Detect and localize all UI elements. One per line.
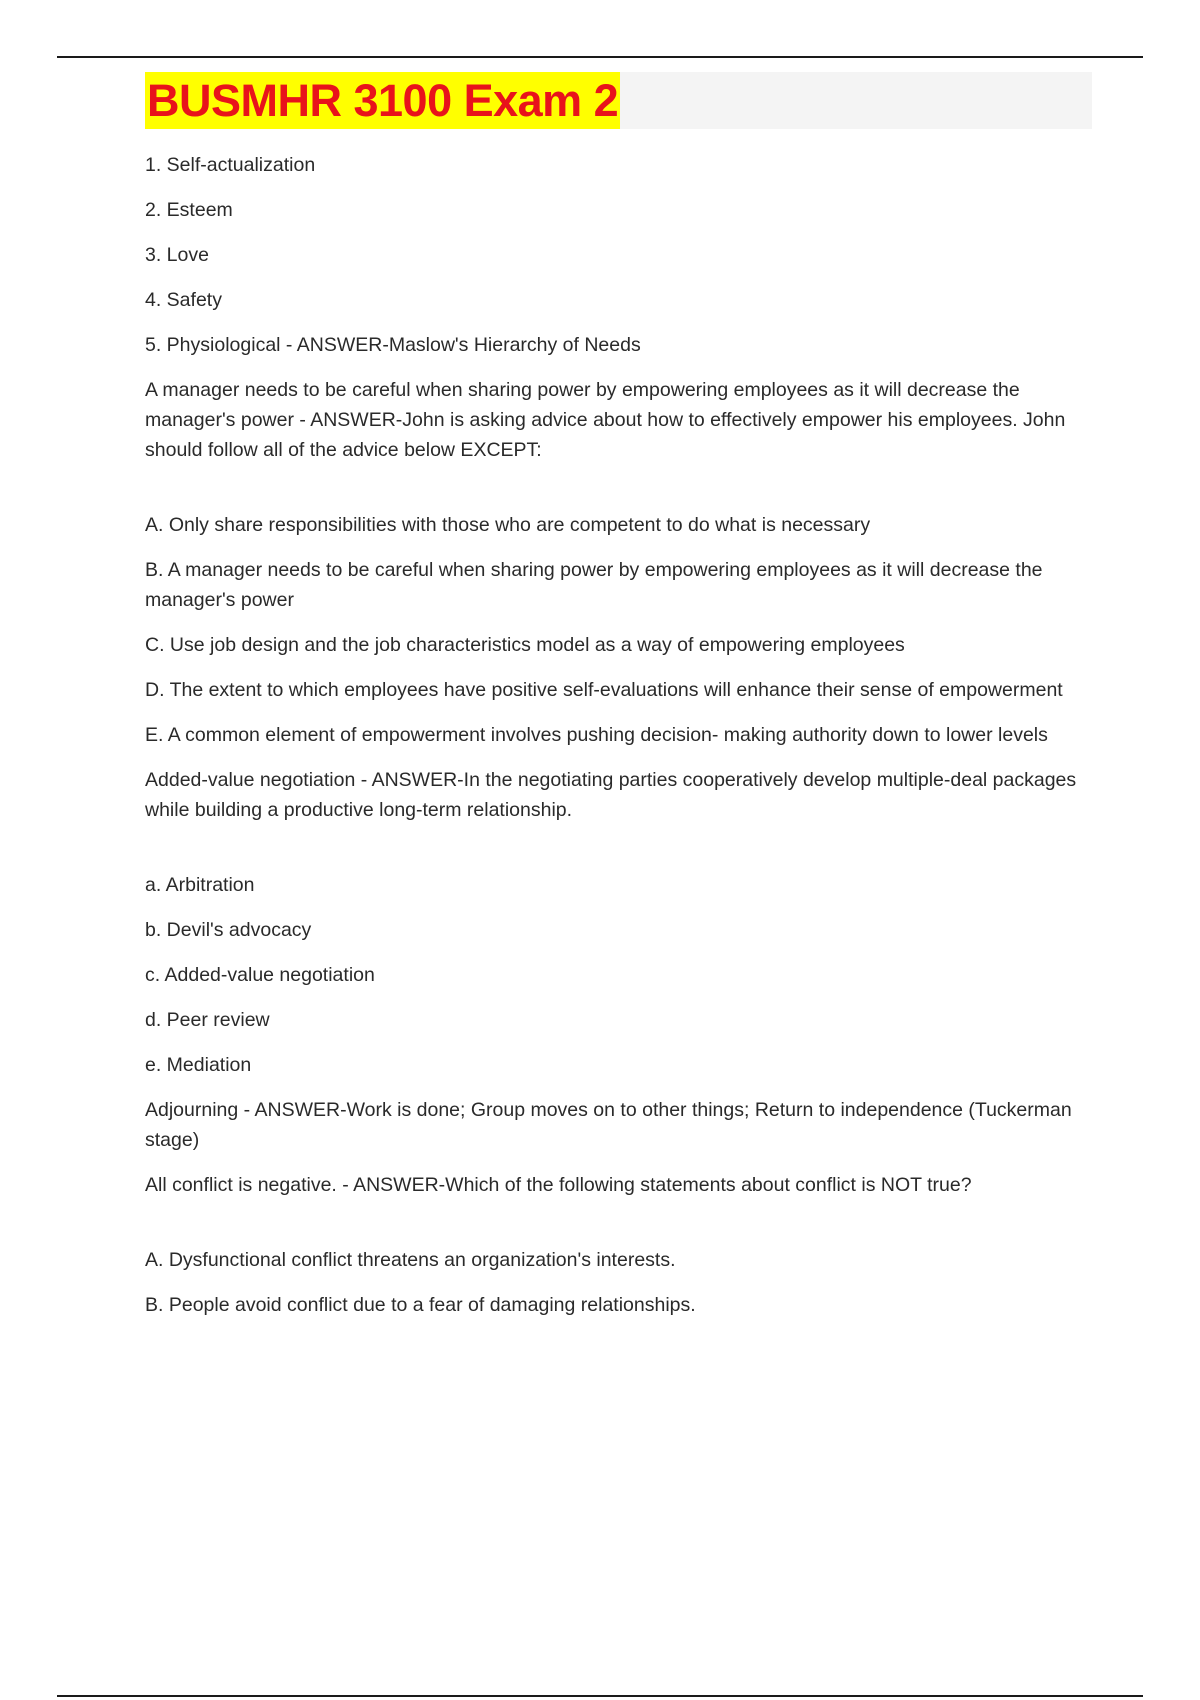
paragraph: 1. Self-actualization: [145, 154, 316, 176]
paragraph: 3. Love: [145, 244, 209, 266]
question-paragraph: Added-value negotiation - ANSWER-In the negotiating parties cooperatively develop multiple-deal packages while building a productive long-term relationship.: [145, 769, 1077, 821]
question-paragraph: All conflict is negative. - ANSWER-Which of the following statements about conflict is NOT true?: [145, 1174, 972, 1196]
paragraph: 5. Physiological - ANSWER-Maslow's Hierarchy of Needs: [145, 334, 641, 356]
bottom-rule: [57, 1695, 1143, 1697]
option-paragraph: D. The extent to which employees have positive self-evaluations will enhance their sense of empowerment: [145, 679, 1063, 701]
paragraph: 4. Safety: [145, 289, 222, 311]
option-paragraph: B. People avoid conflict due to a fear of damaging relationships.: [145, 1294, 696, 1316]
option-paragraph: B. A manager needs to be careful when sharing power by empowering employees as it will decrease the manager's power: [145, 559, 1043, 611]
option-paragraph: c. Added-value negotiation: [145, 964, 375, 986]
question-paragraph: A manager needs to be careful when sharing power by empowering employees as it will decrease the manager's power - ANSWER-John is asking advice about how to effectively empower his employees. John should follow all of the advice below EXCEPT:: [145, 379, 1066, 461]
option-paragraph: a. Arbitration: [145, 874, 255, 896]
document-body: [145, 150, 1085, 1335]
question-paragraph: Adjourning - ANSWER-Work is done; Group moves on to other things; Return to independence (Tuckerman stage): [145, 1099, 1072, 1151]
option-paragraph: A. Dysfunctional conflict threatens an organization's interests.: [145, 1249, 676, 1271]
option-paragraph: d. Peer review: [145, 1009, 270, 1031]
option-paragraph: C. Use job design and the job characteristics model as a way of empowering employees: [145, 634, 905, 656]
document-title: BUSMHR 3100 Exam 2: [145, 72, 620, 129]
top-rule: [57, 56, 1143, 58]
option-paragraph: E. A common element of empowerment involves pushing decision- making authority down to lower levels: [145, 724, 1048, 746]
option-paragraph: b. Devil's advocacy: [145, 919, 312, 941]
paragraph: 2. Esteem: [145, 199, 233, 221]
option-paragraph: e. Mediation: [145, 1054, 252, 1076]
option-paragraph: A. Only share responsibilities with those who are competent to do what is necessary: [145, 514, 871, 536]
